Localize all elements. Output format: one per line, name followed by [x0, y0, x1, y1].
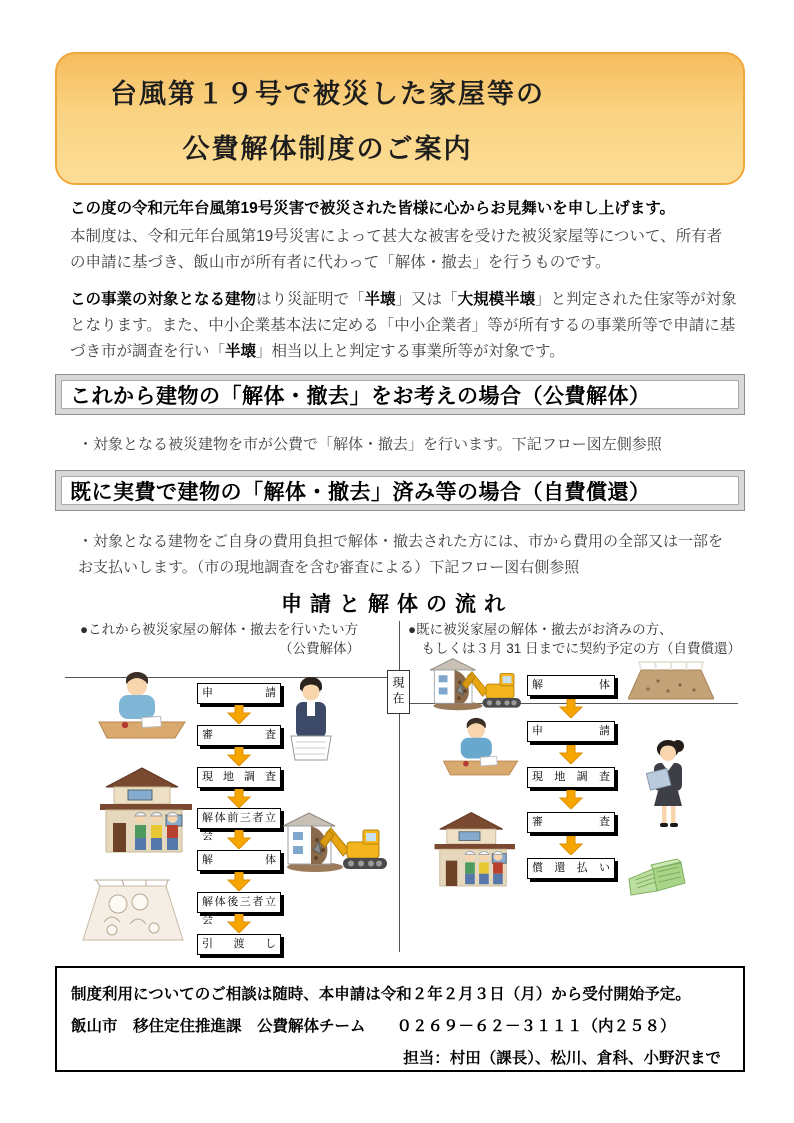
man-writing-application-illustration-left [95, 670, 190, 746]
flowchart-title: 申請と解体の流れ [281, 593, 513, 616]
man-writing-application-illustration-right [440, 712, 522, 786]
flow-step-box: 現地調査 [197, 767, 281, 788]
intro-paragraph: 本制度は、令和元年台風第19号災害によって甚大な被害を受けた被災家屋等について、所有者の申請に基づき、飯山市が所有者に代わって「解体・撤去」を行うものです。 [70, 228, 723, 271]
flow-step-box: 解体 [197, 850, 281, 871]
greeting-text: この度の令和元年台風第19号災害で被災された皆様に心からお見舞いを申し上げます。 [70, 200, 676, 217]
flow-left-header-line2: （公費解体） [279, 641, 360, 656]
now-marker: 現在 [387, 670, 410, 714]
contact-info-box [55, 966, 745, 1072]
flow-down-arrow-icon [226, 914, 252, 933]
flow-down-arrow-icon [558, 836, 584, 855]
eligibility-text-segment: 」又は「 [395, 291, 458, 308]
flow-down-arrow-icon [558, 699, 584, 718]
page-title-line2: 公費解体制度のご案内 [182, 133, 473, 164]
flow-right-header [408, 620, 748, 658]
vacant-lot-sketch-illustration [80, 878, 186, 948]
house-with-workers-illustration-left [88, 763, 200, 861]
section1-heading-text: これから建物の「解体・撤去」をお考えの場合（公費解体） [70, 384, 651, 408]
section-heading-self-paid-reimbursement [55, 470, 745, 511]
woman-with-clipboard-illustration [638, 738, 701, 832]
flow-step-box: 解体 [527, 675, 615, 696]
flow-step-box: 償還払い [527, 858, 615, 879]
flow-step-box: 申請 [527, 721, 615, 742]
eligibility-paragraph [70, 287, 738, 365]
section-heading-public-demolition [55, 374, 745, 415]
page-title-line1: 台風第１９号で被災した家屋等の [110, 78, 545, 109]
flow-down-arrow-icon [226, 789, 252, 808]
section2-bullet: ・対象となる建物をご自身の費用負担で解体・撤去された方には、市から費用の全部又は一部をお支払いします。（市の現地調査を含む審査による）下記フロー図右側参照 [78, 533, 724, 576]
eligibility-bold-segment: この事業の対象となる建物 [70, 291, 257, 308]
flow-left-header-line1: ●これから被災家屋の解体・撤去を行いたい方 [80, 622, 359, 637]
flow-step-box: 引渡し [197, 934, 281, 955]
contact-phone-line: 飯山市 移住定住推進課 公費解体チーム ０２６９－６２－３１１１（内２５８） [71, 1018, 676, 1035]
money-bills-illustration [623, 853, 687, 897]
official-woman-documents-illustration [283, 676, 339, 772]
flow-step-box: 解体前三者立会 [197, 808, 281, 829]
flow-step-box: 審査 [527, 812, 615, 833]
flow-step-box: 審査 [197, 725, 281, 746]
flow-left-header [80, 620, 360, 658]
flow-right-header-line1: ●既に被災家屋の解体・撤去がお済みの方、 [408, 622, 673, 637]
flow-step-box: 解体後三者立会 [197, 892, 281, 913]
flow-right-column [527, 675, 615, 879]
section1-bullet: ・対象となる被災建物を市が公費で「解体・撤去」を行います。下記フロー図左側参照 [78, 436, 662, 453]
section2-heading-text: 既に実費で建物の「解体・撤去」済み等の場合（自費償還） [70, 480, 651, 504]
title-banner [55, 52, 745, 185]
flow-down-arrow-icon [226, 830, 252, 849]
flow-left-column [197, 683, 281, 955]
eligibility-bold-segment: 半壊 [364, 291, 396, 308]
flow-down-arrow-icon [226, 705, 252, 724]
flow-step-box: 現地調査 [527, 767, 615, 788]
eligibility-bold-segment: 半壊 [225, 343, 257, 360]
flow-down-arrow-icon [226, 872, 252, 891]
contact-staff-line: 担当：村田（課長）、松川、倉科、小野沢まで [403, 1050, 721, 1067]
fenced-vacant-lot-illustration [628, 661, 714, 705]
house-with-workers-illustration-right [424, 808, 522, 894]
contact-schedule-line: 制度利用についてのご相談は随時、本申請は令和２年２月３日（月）から受付開始予定。 [71, 986, 691, 1003]
eligibility-text-segment: はり災証明で「 [256, 291, 365, 308]
flow-down-arrow-icon [558, 745, 584, 764]
eligibility-text-segment: 」と判定された住家等が対象となります。また、中小企業基本法に定める「中小企業者」等が所有するの事業所等で申請に基づき市が調査を行い「 [70, 291, 737, 360]
flow-down-arrow-icon [558, 790, 584, 809]
excavator-demolition-illustration-left [283, 810, 395, 874]
flow-step-box: 申請 [197, 683, 281, 704]
flow-down-arrow-icon [226, 747, 252, 766]
flow-right-header-line2: もしくは３月 31 日までに契約予定の方（自費償還） [408, 641, 742, 656]
eligibility-bold-segment: 大規模半壊 [457, 291, 536, 308]
excavator-demolition-illustration-right [425, 656, 533, 712]
eligibility-text-segment: 」相当以上と判定する事業所等が対象です。 [256, 343, 565, 360]
